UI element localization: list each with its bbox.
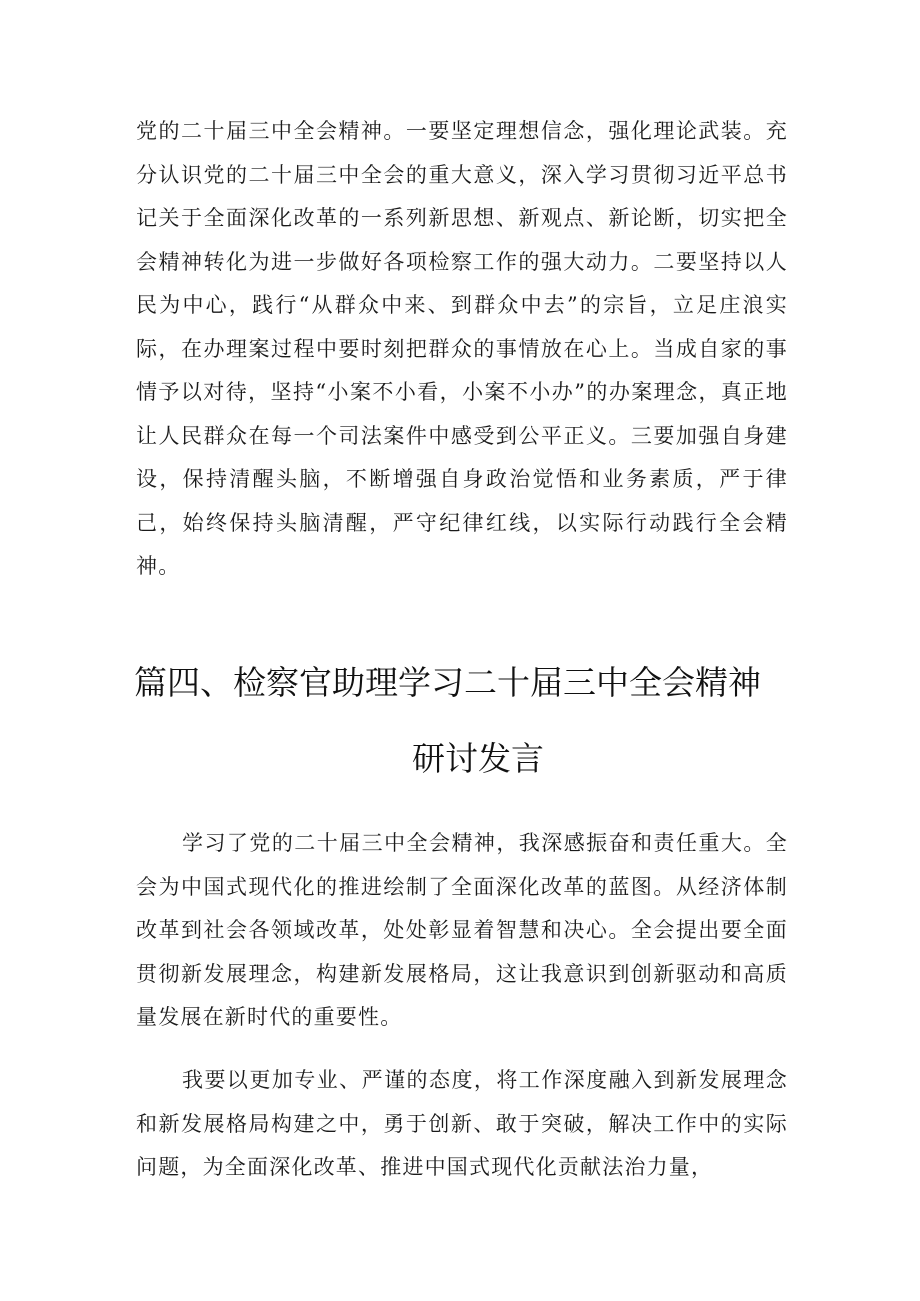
body-paragraph-2: 学习了党的二十届三中全会精神，我深感振奋和责任重大。全会为中国式现代化的推进绘制了全面深化改革的蓝图。从经济体制改革到社会各领域改革，处处彰显着智慧和决心。全会提出要全面贯彻新发展理念，构建新发展格局，这让我意识到创新驱动和高质量发展在新时代的重要性。: [136, 831, 788, 1029]
section-heading: [120, 645, 800, 797]
section-heading-line-1: 篇四、检察官助理学习二十届三中全会精神: [134, 663, 761, 702]
section-heading-line-2: 研讨发言: [412, 739, 544, 778]
body-paragraph-1: 党的二十届三中全会精神。一要坚定理想信念，强化理论武装。充分认识党的二十届三中全会的重大意义，深入学习贯彻习近平总书记关于全面深化改革的一系列新思想、新观点、新论断，切实把全会精神转化为进一步做好各项检察工作的强大动力。二要坚持以人民为中心，践行“从群众中来、到群众中去”的宗旨，立足庄浪实际，在办理案过程中要时刻把群众的事情放在心上。当成自家的事情予以对待，坚持“小案不小看，小案不小办”的办案理念，真正地让人民群众在每一个司法案件中感受到公平正义。三要加强自身建设，保持清醒头脑，不断增强自身政治觉悟和业务素质，严于律己，始终保持头脑清醒，严守纪律红线，以实际行动践行全会精神。: [136, 119, 788, 578]
body-paragraph-3: 我要以更加专业、严谨的态度，将工作深度融入到新发展理念和新发展格局构建之中，勇于创新、敢于突破，解决工作中的实际问题，为全面深化改革、推进中国式现代化贡献法治力量，: [136, 1068, 788, 1179]
